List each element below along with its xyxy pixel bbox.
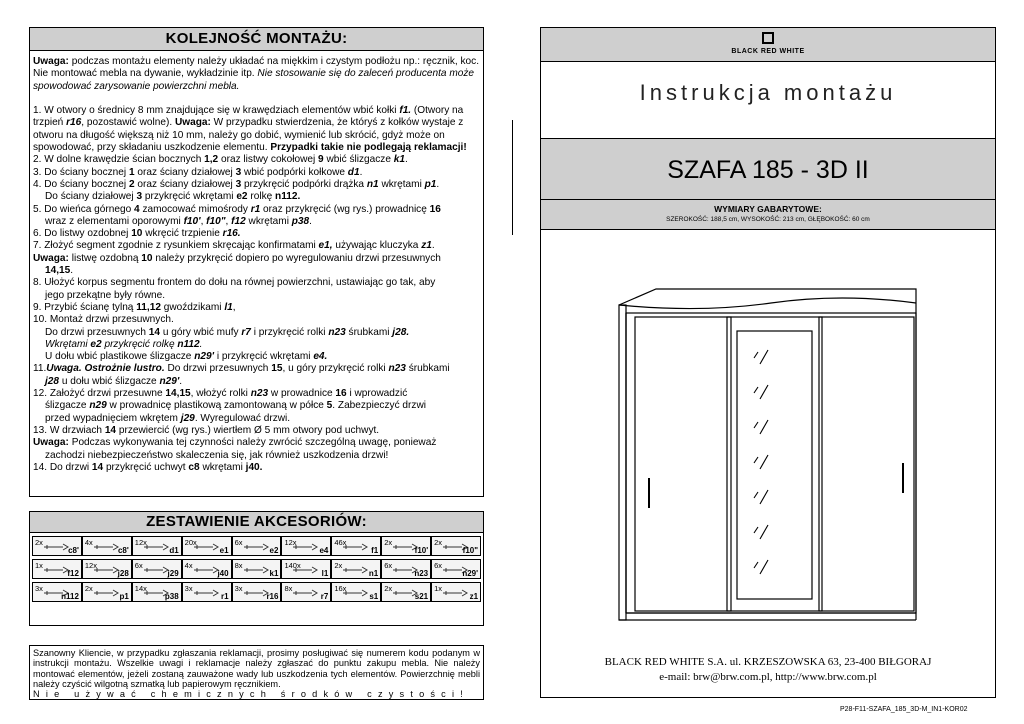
accessory-part-icon [292,588,318,598]
step-text: 2. W dolne krawędzie ścian bocznych [33,154,205,166]
accessory-part-icon [243,542,269,552]
accessory-item [331,582,381,602]
accessory-quantity: 3x [184,584,193,593]
step-text: wkrętami [245,215,292,227]
accessory-code: k1 [269,569,279,578]
accessory-item [32,536,82,556]
assembly-step [33,400,481,412]
step-text: gwoździkami [160,301,225,313]
step-text: 4 [134,203,140,215]
step-text: u dołu wbić ślizgacze [59,375,160,387]
step-text: 5. Do wieńca górnego [33,203,135,215]
step-text: , [225,215,232,227]
step-text: należy przykręcić dopiero po wyregulowaniu drzwi przesuwnych [152,252,441,264]
accessory-quantity: 20x [184,538,197,547]
accessory-quantity: 8x [284,584,293,593]
step-text: w prowadnice [268,388,336,400]
step-text: zachodzi niebezpieczeństwo skaleczenia się, jak również uszkodzenia drzwi! [45,449,389,461]
step-text: 1. W otwory o średnicy 8 mm znajdujące się w krawędziach elementów wbić kołki [33,105,400,117]
accessory-part-icon [143,542,169,552]
product-name: SZAFA 185 - 3D II [667,156,869,184]
step-text: oraz listwy cokołowej [218,154,319,166]
accessory-item [182,536,232,556]
step-text: 12. Założyć drzwi przesuwne [33,388,166,400]
accessory-part-icon [93,588,119,598]
step-text: n29' [194,351,215,363]
assembly-step [33,413,481,425]
accessory-code: l1 [321,569,329,578]
accessory-part-icon [342,542,368,552]
assembly-step [33,339,481,351]
accessory-code: c8' [68,546,79,555]
step-text [33,93,36,104]
step-text: j29 [180,412,195,424]
accessory-code: n112 [61,592,79,601]
product-band [541,138,995,200]
assembly-step [33,462,481,474]
assembly-step [33,204,481,216]
step-text: j40. [245,461,263,473]
step-text: . [199,338,203,350]
step-text: . [309,215,312,227]
accessory-item [32,582,82,602]
step-text: u góry wbić mufy [160,326,242,338]
step-text: przykręcić uchwyt [103,461,189,473]
accessory-item [431,559,481,579]
step-text: przykręcić wkrętami [142,191,237,203]
assembly-step [33,228,481,240]
accessory-item [431,582,481,602]
step-text: f10' [183,215,201,227]
accessory-code: p1 [119,592,129,601]
accessory-item [182,582,232,602]
step-text: przed wypadnięciem wkrętem [45,412,181,424]
assembly-step [33,302,481,314]
assembly-step [33,191,481,203]
step-text: . [436,178,440,190]
wardrobe-illustration [611,283,931,623]
accessories-panel [29,511,484,626]
step-text: e1, [318,240,333,252]
accessory-item [232,582,282,602]
accessory-part-icon [342,565,368,575]
accessory-code: r16 [266,592,279,601]
assembly-step [33,154,481,166]
accessory-code: f10" [462,546,479,555]
accessory-item [132,582,182,602]
accessory-part-icon [193,588,219,598]
accessory-part-icon [43,565,69,575]
step-text: p1 [424,178,437,190]
accessory-code: p38 [164,592,179,601]
step-text: Uwaga: [174,117,211,129]
accessory-quantity: 14x [134,584,147,593]
step-text: 3 [235,166,242,178]
step-text: używając kluczyka [332,240,422,252]
accessory-item [32,559,82,579]
accessory-code: e4 [319,546,329,555]
assembly-step [33,56,481,93]
step-text: . [179,375,183,387]
step-text: i wprowadzić [346,388,408,400]
accessory-part-icon [292,565,318,575]
manual-heading: Instrukcja montażu [639,80,897,105]
assembly-step [33,265,481,277]
step-text: , włożyć rolki [190,388,251,400]
step-text: Wkrętami [45,338,91,350]
step-text: n29' [159,375,180,387]
accessory-code: s21 [414,592,429,601]
accessory-item [431,536,481,556]
step-text: wkrętami [199,461,246,473]
accessory-item [232,559,282,579]
step-text: listwę ozdobną [68,252,142,264]
step-text: 10 [131,228,143,240]
step-text: wbić ślizgacze [323,154,394,166]
accessory-quantity: 1x [35,561,43,570]
accessory-item [132,559,182,579]
assembly-step [33,253,481,265]
accessory-part-icon [193,542,219,552]
step-text: n112 [177,338,200,350]
assembly-step [33,179,481,191]
step-text: W przypadku stwierdzenia, że któryś z kołków wystaje z otworu na długość większą niż 10 mm, należy go dobić, wymienić lub skrócić, gdyż może on spowodować, przy składaniu uszkodzenie elementu. [33,117,464,154]
step-text: (Otwory na trzpień [33,105,464,129]
step-text: wbić podpórki kołkowe [241,166,348,178]
step-text: 14,15 [165,388,191,400]
accessory-code: f1 [371,546,379,555]
company-contact: e-mail: brw@brw.com.pl, http://www.brw.com.pl [659,671,877,683]
accessory-item [132,536,182,556]
step-text: 1 [128,166,135,178]
step-text: Do ściany działowej [45,191,137,203]
step-text: z1 [421,240,432,252]
accessory-item [381,582,431,602]
step-text: n112. [275,191,301,203]
accessory-item [381,536,431,556]
accessory-part-icon [342,588,368,598]
step-text: , u góry przykręcić rolki [282,363,389,375]
step-text: 7. Złożyć segment zgodnie z rysunkiem skręcając konfirmatami [33,240,319,252]
step-text: oraz ściany działowej [134,166,236,178]
brand-logo [541,28,995,62]
step-text: 15 [271,363,283,375]
step-text: i przykręcić wkrętami [214,351,314,363]
step-text: r1 [250,203,261,215]
accessory-quantity: 6x [434,561,443,570]
customer-note [29,645,484,700]
step-text: . [70,265,74,277]
accessory-code: d1 [169,546,179,555]
accessory-code: z1 [469,592,479,601]
step-text: j28. [392,326,410,338]
step-text: 14. Do drzwi [33,461,92,473]
step-text: jego przekątne były równe. [45,289,166,301]
accessory-quantity: 2x [384,538,393,547]
accessory-quantity: 2x [334,561,343,570]
assembly-step [33,314,481,326]
step-text: n23 [250,388,269,400]
accessory-item [281,536,331,556]
assembly-panel [29,27,484,497]
accessory-code: n29' [462,569,479,578]
accessory-part-icon [143,565,169,575]
accessory-part-icon [292,542,318,552]
accessory-item [82,582,132,602]
document-code: P28-F11-SZAFA_185_3D-M_IN1-KOR02 [840,706,968,713]
accessory-code: f10' [414,546,429,555]
step-text: zamocować mimośrody [139,203,251,215]
step-text: e2 [90,338,102,350]
step-text: 1,2 [204,154,219,166]
accessory-code: n1 [368,569,379,578]
step-text: ślizgacze [45,400,90,412]
step-text: wraz z elementami oporowymi [45,215,184,227]
step-text: j28 [45,375,60,387]
assembly-step [33,240,481,252]
step-text: Nie stosowanie się do zaleceń producenta może spowodować zarysowanie powierzchni mebla. [33,68,475,92]
dimensions-values: SZEROKOŚĆ: 188,5 cm, WYSOKOŚĆ: 213 cm, GŁĘBOKOŚĆ: 60 cm [666,216,870,223]
accessory-quantity: 46x [334,538,347,547]
step-text: 4. Do ściany bocznej [33,178,129,190]
assembly-step [33,167,481,179]
step-text: 10 [141,252,153,264]
step-text: wkrętami [378,178,425,190]
step-text: , pozostawić wolne). [81,117,175,129]
step-text: Do drzwi przesuwnych [164,363,272,375]
step-text: 16 [335,388,347,400]
step-text: Uwaga: [33,56,69,67]
step-text: 16 [429,203,441,215]
step-text: podczas montażu elementy należy układać na miękkim i czystym podłożu np.: ręcznik, koc. Nie montować mebla na dywanie, wykładzinie itp. [33,56,480,80]
step-text: oraz ściany działowej [134,178,236,190]
accessory-quantity: 6x [234,538,243,547]
accessories-row [32,536,481,556]
brand-logo-text: BLACK RED WHITE [731,48,805,55]
accessory-part-icon [43,542,69,552]
accessory-part-icon [243,588,269,598]
step-text: rolkę [247,191,276,203]
step-text: , [232,301,236,313]
accessory-item [281,559,331,579]
accessory-part-icon [93,565,119,575]
step-text: r7 [241,326,251,338]
accessory-code: r1 [221,592,229,601]
step-text: . [359,166,363,178]
customer-note-warning: Nie używać chemicznych środków czystości! [33,689,469,700]
step-text: przewiercić (wg rys.) wiertłem Ø 5 mm otwory pod uchwyt. [116,424,380,436]
assembly-step [33,376,481,388]
accessory-item [381,559,431,579]
assembly-step [33,105,481,154]
accessory-code: s1 [369,592,379,601]
accessory-quantity: 3x [234,584,243,593]
dimensions-band [541,200,995,230]
step-text: r16 [66,117,82,129]
accessory-item [331,536,381,556]
step-text: e4. [313,351,328,363]
accessory-item [232,536,282,556]
assembly-step [33,425,481,437]
step-text: 13. W drzwiach [33,424,105,436]
assembly-step [33,216,481,228]
accessory-code: j28 [117,569,129,578]
step-text: 14,15 [45,265,71,277]
step-text: . [431,240,435,252]
accessory-quantity: 2x [434,538,443,547]
company-info [541,655,995,685]
step-text: przykręcić podpórki drążka [241,178,367,190]
accessory-code: c8' [117,546,129,555]
fold-line [512,120,513,235]
step-text: Podczas wykonywania tej czynności należy zwrócić szczególną uwagę, ponieważ [68,437,437,449]
step-text: wkręcić trzpienie [142,228,223,240]
step-text: i przykręcić rolki [250,326,329,338]
step-text: 9. Przybić ścianę tylną [33,301,137,313]
accessory-quantity: 2x [84,584,93,593]
step-text: l1 [224,301,233,313]
step-text: śrubkami [405,363,450,375]
step-text: oraz przykręcić (wg rys.) prowadnicę [260,203,430,215]
assembly-step [33,351,481,363]
step-text: 14 [104,424,117,436]
assembly-step [33,277,481,289]
assembly-step [33,450,481,462]
accessory-quantity: 8x [234,561,243,570]
assembly-step [33,437,481,449]
step-text: c8 [188,461,200,473]
step-text: 3 [235,178,242,190]
step-text: Uwaga: [33,437,69,449]
step-text: w prowadnicę plastikową zamontowaną w półce [106,400,327,412]
step-text: , [200,215,207,227]
step-text: f1. [399,105,412,117]
accessory-code: e2 [269,546,279,555]
accessory-part-icon [93,542,119,552]
accessory-item [82,536,132,556]
step-text: f12 [231,215,246,227]
step-text: 5 [326,400,333,412]
step-text: 3. Do ściany bocznej [33,166,129,178]
step-text: k1 [393,154,406,166]
logo-square-icon [762,32,774,44]
step-text: 6. Do listwy ozdobnej [33,228,132,240]
accessory-part-icon [442,588,468,598]
step-text: Do drzwi przesuwnych [45,326,149,338]
step-text: n29 [89,400,107,412]
accessory-quantity: 2x [384,584,393,593]
accessory-item [281,582,331,602]
step-text: r16. [222,228,241,240]
step-text: Uwaga: [33,252,69,264]
accessory-quantity: 3x [35,584,43,593]
step-text: 9 [318,154,324,166]
step-text: 10. Montaż drzwi przesuwnych. [33,314,174,326]
accessories-title: ZESTAWIENIE AKCESORIÓW: [30,512,483,533]
accessories-row [32,559,481,579]
step-text: 14 [148,326,161,338]
accessory-code: f12 [67,569,79,578]
step-text: . Zabezpieczyć drzwi [332,400,426,412]
step-text: n23 [328,326,346,338]
step-text: 3 [136,191,143,203]
accessory-quantity: 12x [284,538,297,547]
accessory-part-icon [243,565,269,575]
step-text: 11,12 [136,301,161,313]
accessory-item [82,559,132,579]
step-text: 14 [91,461,104,473]
assembly-step [33,290,481,302]
accessory-item [331,559,381,579]
accessory-code: j29 [167,569,179,578]
step-text: 11. [33,363,47,375]
accessory-quantity: 12x [134,538,147,547]
customer-note-text: Szanowny Kliencie, w przypadku zgłaszania reklamacji, prosimy posługiwać się numerem kodu podanym w instrukcji montażu. Wszelkie uwagi i reklamacje należy zgłaszać do punktu zakupu mebla. Nie należy montować elementów, jeżeli zostaną zauważone wady lub uszkodzenia tych elementów. Powierzchnię mebli należy czyścić wilgotną szmatką lub papierowym ręcznikiem. [33,648,480,689]
accessory-quantity: 6x [134,561,143,570]
accessory-part-icon [193,565,219,575]
accessory-code: e1 [219,546,229,555]
company-address: BLACK RED WHITE S.A. ul. KRZESZOWSKA 63, 23-400 BIŁGORAJ [604,656,932,668]
assembly-step [33,388,481,400]
step-text: d1 [347,166,360,178]
step-text: p38 [291,215,310,227]
accessory-quantity: 6x [384,561,393,570]
step-text: śrubkami [345,326,393,338]
accessory-quantity: 4x [184,561,193,570]
step-text: Przypadki takie nie podlegają reklamacji! [270,142,467,154]
accessories-grid [32,536,481,605]
accessory-quantity: 2x [35,538,43,547]
dimensions-title: WYMIARY GABARYTOWE: [714,204,822,214]
step-text: 8. Ułożyć korpus segmentu frontem do dołu na równej powierzchni, ustawiając go tak, aby [33,277,436,289]
step-text: Uwaga. Ostrożnie lustro. [46,363,165,375]
step-text: n1 [366,178,379,190]
accessory-quantity: 12x [84,561,97,570]
step-text: e2 [236,191,248,203]
accessory-code: n23 [414,569,429,578]
step-text: f10" [206,215,226,227]
step-text: U dołu wbić plastikowe ślizgacze [45,351,195,363]
cover-panel [540,27,996,698]
assembly-steps [33,56,481,474]
step-text: . Wyregulować drzwi. [194,412,291,424]
accessory-quantity: 1x [434,584,443,593]
step-text: n23 [388,363,406,375]
accessory-quantity: 4x [84,538,93,547]
assembly-title: KOLEJNOŚĆ MONTAŻU: [30,28,483,51]
assembly-step [33,93,481,105]
step-text: . [405,154,408,166]
step-text: przykręcić rolkę [101,338,178,350]
accessories-row [32,582,481,602]
accessory-code: r7 [320,592,329,601]
assembly-step [33,363,481,375]
assembly-step [33,327,481,339]
accessory-item [182,559,232,579]
accessory-quantity: 16x [334,584,347,593]
accessory-code: j40 [217,569,229,578]
step-text: 2 [128,178,135,190]
accessory-quantity: 140x [284,561,301,570]
